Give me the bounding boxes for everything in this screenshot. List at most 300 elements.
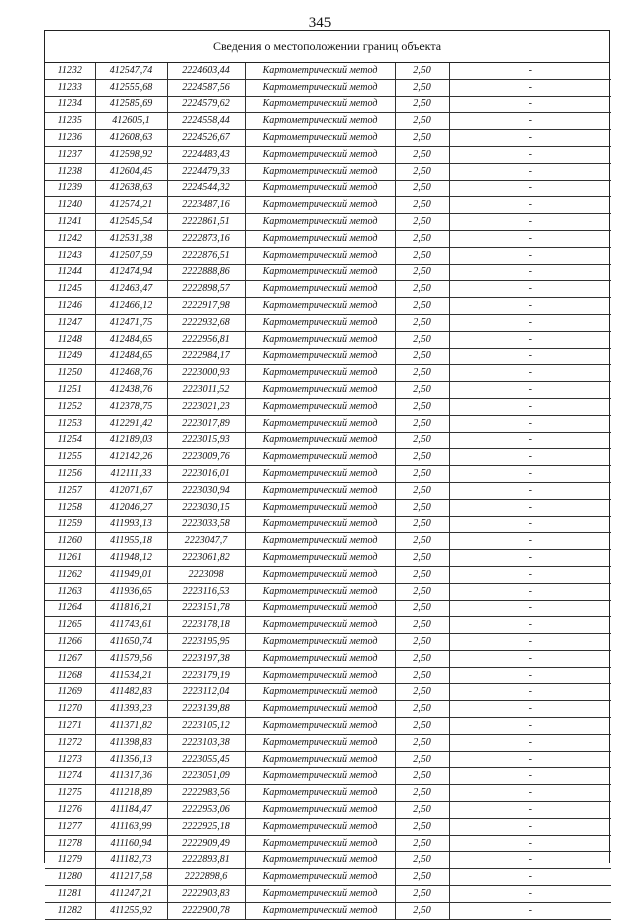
y-coordinate-cell: 2223017,89: [167, 415, 245, 432]
accuracy-cell: 2,50: [395, 79, 449, 96]
table-row: [45, 751, 611, 768]
table-row: [45, 146, 611, 163]
table-row: [45, 432, 611, 449]
accuracy-cell: 2,50: [395, 701, 449, 718]
y-coordinate-cell: 2222873,16: [167, 230, 245, 247]
point-number-cell: 11237: [45, 146, 95, 163]
y-coordinate-cell: 2224579,62: [167, 96, 245, 113]
point-number-cell: 11255: [45, 449, 95, 466]
y-coordinate-cell: 2223139,88: [167, 701, 245, 718]
method-cell: Картометрический метод: [245, 466, 395, 483]
accuracy-cell: 2,50: [395, 163, 449, 180]
x-coordinate-cell: 412474,94: [95, 264, 167, 281]
y-coordinate-cell: 2223016,01: [167, 466, 245, 483]
x-coordinate-cell: 411743,61: [95, 617, 167, 634]
y-coordinate-cell: 2223030,94: [167, 482, 245, 499]
x-coordinate-cell: 412585,69: [95, 96, 167, 113]
x-coordinate-cell: 412468,76: [95, 365, 167, 382]
x-coordinate-cell: 412507,59: [95, 247, 167, 264]
method-cell: Картометрический метод: [245, 718, 395, 735]
table-row: [45, 600, 611, 617]
y-coordinate-cell: 2222984,17: [167, 348, 245, 365]
y-coordinate-cell: 2223047,7: [167, 533, 245, 550]
point-number-cell: 11246: [45, 298, 95, 315]
y-coordinate-cell: 2223197,38: [167, 650, 245, 667]
x-coordinate-cell: 412189,03: [95, 432, 167, 449]
point-number-cell: 11256: [45, 466, 95, 483]
description-cell: -: [449, 634, 611, 651]
table-row: [45, 617, 611, 634]
description-cell: -: [449, 180, 611, 197]
accuracy-cell: 2,50: [395, 214, 449, 231]
coordinates-table-frame: [44, 30, 610, 916]
y-coordinate-cell: 2222898,57: [167, 281, 245, 298]
method-cell: Картометрический метод: [245, 902, 395, 919]
point-number-cell: 11263: [45, 583, 95, 600]
method-cell: Картометрический метод: [245, 415, 395, 432]
point-number-cell: 11240: [45, 197, 95, 214]
table-row: [45, 499, 611, 516]
x-coordinate-cell: 412438,76: [95, 382, 167, 399]
method-cell: Картометрический метод: [245, 550, 395, 567]
accuracy-cell: 2,50: [395, 634, 449, 651]
table-row: [45, 583, 611, 600]
point-number-cell: 11244: [45, 264, 95, 281]
description-cell: -: [449, 466, 611, 483]
table-row: [45, 482, 611, 499]
description-cell: -: [449, 382, 611, 399]
point-number-cell: 11236: [45, 130, 95, 147]
y-coordinate-cell: 2222925,18: [167, 818, 245, 835]
table-row: [45, 130, 611, 147]
x-coordinate-cell: 411949,01: [95, 566, 167, 583]
accuracy-cell: 2,50: [395, 365, 449, 382]
table-row: [45, 79, 611, 96]
x-coordinate-cell: 411650,74: [95, 634, 167, 651]
method-cell: Картометрический метод: [245, 314, 395, 331]
method-cell: Картометрический метод: [245, 499, 395, 516]
description-cell: -: [449, 566, 611, 583]
point-number-cell: 11242: [45, 230, 95, 247]
description-cell: -: [449, 365, 611, 382]
table-row: [45, 869, 611, 886]
y-coordinate-cell: 2222900,78: [167, 902, 245, 919]
description-cell: -: [449, 718, 611, 735]
description-cell: -: [449, 415, 611, 432]
table-row: [45, 314, 611, 331]
y-coordinate-cell: 2224544,32: [167, 180, 245, 197]
table-row: [45, 886, 611, 903]
accuracy-cell: 2,50: [395, 617, 449, 634]
x-coordinate-cell: 411482,83: [95, 684, 167, 701]
point-number-cell: 11238: [45, 163, 95, 180]
description-cell: -: [449, 768, 611, 785]
description-cell: -: [449, 214, 611, 231]
table-row: [45, 818, 611, 835]
description-cell: -: [449, 886, 611, 903]
table-row: [45, 163, 611, 180]
table-row: [45, 348, 611, 365]
x-coordinate-cell: 411534,21: [95, 667, 167, 684]
description-cell: -: [449, 617, 611, 634]
point-number-cell: 11249: [45, 348, 95, 365]
y-coordinate-cell: 2223103,38: [167, 734, 245, 751]
x-coordinate-cell: 412046,27: [95, 499, 167, 516]
table-row: [45, 768, 611, 785]
accuracy-cell: 2,50: [395, 734, 449, 751]
x-coordinate-cell: 412484,65: [95, 348, 167, 365]
x-coordinate-cell: 412638,63: [95, 180, 167, 197]
point-number-cell: 11268: [45, 667, 95, 684]
point-number-cell: 11257: [45, 482, 95, 499]
description-cell: -: [449, 331, 611, 348]
y-coordinate-cell: 2222917,98: [167, 298, 245, 315]
description-cell: -: [449, 902, 611, 919]
table-row: [45, 247, 611, 264]
method-cell: Картометрический метод: [245, 348, 395, 365]
method-cell: Картометрический метод: [245, 214, 395, 231]
description-cell: -: [449, 499, 611, 516]
description-cell: -: [449, 650, 611, 667]
table-row: [45, 650, 611, 667]
y-coordinate-cell: 2223178,18: [167, 617, 245, 634]
point-number-cell: 11272: [45, 734, 95, 751]
accuracy-cell: 2,50: [395, 516, 449, 533]
table-row: [45, 398, 611, 415]
description-cell: -: [449, 130, 611, 147]
description-cell: -: [449, 869, 611, 886]
accuracy-cell: 2,50: [395, 415, 449, 432]
table-row: [45, 466, 611, 483]
point-number-cell: 11233: [45, 79, 95, 96]
table-row: [45, 331, 611, 348]
x-coordinate-cell: 411936,65: [95, 583, 167, 600]
point-number-cell: 11247: [45, 314, 95, 331]
table-row: [45, 852, 611, 869]
table-row: [45, 415, 611, 432]
y-coordinate-cell: 2224526,67: [167, 130, 245, 147]
x-coordinate-cell: 412598,92: [95, 146, 167, 163]
description-cell: -: [449, 79, 611, 96]
x-coordinate-cell: 412531,38: [95, 230, 167, 247]
accuracy-cell: 2,50: [395, 281, 449, 298]
point-number-cell: 11235: [45, 113, 95, 130]
accuracy-cell: 2,50: [395, 818, 449, 835]
accuracy-cell: 2,50: [395, 466, 449, 483]
method-cell: Картометрический метод: [245, 852, 395, 869]
y-coordinate-cell: 2224558,44: [167, 113, 245, 130]
description-cell: -: [449, 818, 611, 835]
x-coordinate-cell: 412291,42: [95, 415, 167, 432]
y-coordinate-cell: 2224479,33: [167, 163, 245, 180]
table-row: [45, 550, 611, 567]
x-coordinate-cell: 412463,47: [95, 281, 167, 298]
point-number-cell: 11281: [45, 886, 95, 903]
x-coordinate-cell: 411160,94: [95, 835, 167, 852]
x-coordinate-cell: 411247,21: [95, 886, 167, 903]
description-cell: -: [449, 667, 611, 684]
accuracy-cell: 2,50: [395, 533, 449, 550]
method-cell: Картометрический метод: [245, 365, 395, 382]
accuracy-cell: 2,50: [395, 802, 449, 819]
description-cell: -: [449, 163, 611, 180]
method-cell: Картометрический метод: [245, 818, 395, 835]
point-number-cell: 11252: [45, 398, 95, 415]
table-row: [45, 365, 611, 382]
accuracy-cell: 2,50: [395, 432, 449, 449]
y-coordinate-cell: 2224587,56: [167, 79, 245, 96]
accuracy-cell: 2,50: [395, 314, 449, 331]
method-cell: Картометрический метод: [245, 701, 395, 718]
method-cell: Картометрический метод: [245, 650, 395, 667]
y-coordinate-cell: 2223061,82: [167, 550, 245, 567]
description-cell: -: [449, 314, 611, 331]
accuracy-cell: 2,50: [395, 718, 449, 735]
accuracy-cell: 2,50: [395, 130, 449, 147]
method-cell: Картометрический метод: [245, 449, 395, 466]
accuracy-cell: 2,50: [395, 785, 449, 802]
point-number-cell: 11253: [45, 415, 95, 432]
point-number-cell: 11277: [45, 818, 95, 835]
table-row: [45, 718, 611, 735]
point-number-cell: 11271: [45, 718, 95, 735]
point-number-cell: 11234: [45, 96, 95, 113]
method-cell: Картометрический метод: [245, 163, 395, 180]
page-number: 345: [308, 15, 332, 31]
accuracy-cell: 2,50: [395, 852, 449, 869]
y-coordinate-cell: 2223116,53: [167, 583, 245, 600]
accuracy-cell: 2,50: [395, 684, 449, 701]
x-coordinate-cell: 411255,92: [95, 902, 167, 919]
accuracy-cell: 2,50: [395, 382, 449, 399]
accuracy-cell: 2,50: [395, 667, 449, 684]
y-coordinate-cell: 2223009,76: [167, 449, 245, 466]
y-coordinate-cell: 2222876,51: [167, 247, 245, 264]
x-coordinate-cell: 412142,26: [95, 449, 167, 466]
y-coordinate-cell: 2222861,51: [167, 214, 245, 231]
method-cell: Картометрический метод: [245, 869, 395, 886]
method-cell: Картометрический метод: [245, 583, 395, 600]
x-coordinate-cell: 412071,67: [95, 482, 167, 499]
method-cell: Картометрический метод: [245, 835, 395, 852]
table-row: [45, 667, 611, 684]
method-cell: Картометрический метод: [245, 634, 395, 651]
point-number-cell: 11270: [45, 701, 95, 718]
x-coordinate-cell: 412471,75: [95, 314, 167, 331]
table-row: [45, 785, 611, 802]
point-number-cell: 11248: [45, 331, 95, 348]
x-coordinate-cell: 412555,68: [95, 79, 167, 96]
y-coordinate-cell: 2222983,56: [167, 785, 245, 802]
y-coordinate-cell: 2223055,45: [167, 751, 245, 768]
x-coordinate-cell: 411371,82: [95, 718, 167, 735]
y-coordinate-cell: 2222903,83: [167, 886, 245, 903]
method-cell: Картометрический метод: [245, 96, 395, 113]
y-coordinate-cell: 2223098: [167, 566, 245, 583]
description-cell: -: [449, 197, 611, 214]
point-number-cell: 11276: [45, 802, 95, 819]
table-row: [45, 802, 611, 819]
y-coordinate-cell: 2223033,58: [167, 516, 245, 533]
point-number-cell: 11254: [45, 432, 95, 449]
description-cell: -: [449, 550, 611, 567]
point-number-cell: 11278: [45, 835, 95, 852]
y-coordinate-cell: 2224483,43: [167, 146, 245, 163]
x-coordinate-cell: 411955,18: [95, 533, 167, 550]
point-number-cell: 11275: [45, 785, 95, 802]
point-number-cell: 11261: [45, 550, 95, 567]
accuracy-cell: 2,50: [395, 96, 449, 113]
y-coordinate-cell: 2222953,06: [167, 802, 245, 819]
point-number-cell: 11264: [45, 600, 95, 617]
method-cell: Картометрический метод: [245, 264, 395, 281]
y-coordinate-cell: 2223051,09: [167, 768, 245, 785]
accuracy-cell: 2,50: [395, 180, 449, 197]
y-coordinate-cell: 2223195,95: [167, 634, 245, 651]
accuracy-cell: 2,50: [395, 499, 449, 516]
point-number-cell: 11279: [45, 852, 95, 869]
accuracy-cell: 2,50: [395, 583, 449, 600]
accuracy-cell: 2,50: [395, 550, 449, 567]
table-row: [45, 63, 611, 79]
x-coordinate-cell: 412605,1: [95, 113, 167, 130]
accuracy-cell: 2,50: [395, 298, 449, 315]
method-cell: Картометрический метод: [245, 566, 395, 583]
point-number-cell: 11232: [45, 63, 95, 79]
y-coordinate-cell: 2222956,81: [167, 331, 245, 348]
y-coordinate-cell: 2223179,19: [167, 667, 245, 684]
point-number-cell: 11266: [45, 634, 95, 651]
y-coordinate-cell: 2223151,78: [167, 600, 245, 617]
accuracy-cell: 2,50: [395, 247, 449, 264]
description-cell: -: [449, 247, 611, 264]
method-cell: Картометрический метод: [245, 247, 395, 264]
point-number-cell: 11251: [45, 382, 95, 399]
description-cell: -: [449, 230, 611, 247]
table-row: [45, 281, 611, 298]
description-cell: -: [449, 482, 611, 499]
table-row: [45, 701, 611, 718]
description-cell: -: [449, 96, 611, 113]
y-coordinate-cell: 2222893,81: [167, 852, 245, 869]
table-row: [45, 298, 611, 315]
accuracy-cell: 2,50: [395, 650, 449, 667]
method-cell: Картометрический метод: [245, 63, 395, 79]
method-cell: Картометрический метод: [245, 398, 395, 415]
method-cell: Картометрический метод: [245, 734, 395, 751]
description-cell: -: [449, 600, 611, 617]
point-number-cell: 11269: [45, 684, 95, 701]
x-coordinate-cell: 411356,13: [95, 751, 167, 768]
x-coordinate-cell: 411816,21: [95, 600, 167, 617]
accuracy-cell: 2,50: [395, 768, 449, 785]
accuracy-cell: 2,50: [395, 751, 449, 768]
table-row: [45, 566, 611, 583]
x-coordinate-cell: 412466,12: [95, 298, 167, 315]
coordinates-table: [45, 63, 611, 920]
method-cell: Картометрический метод: [245, 79, 395, 96]
point-number-cell: 11241: [45, 214, 95, 231]
table-row: [45, 835, 611, 852]
point-number-cell: 11259: [45, 516, 95, 533]
accuracy-cell: 2,50: [395, 63, 449, 79]
x-coordinate-cell: 411317,36: [95, 768, 167, 785]
method-cell: Картометрический метод: [245, 482, 395, 499]
point-number-cell: 11258: [45, 499, 95, 516]
x-coordinate-cell: 412547,74: [95, 63, 167, 79]
x-coordinate-cell: 411993,13: [95, 516, 167, 533]
x-coordinate-cell: 411163,99: [95, 818, 167, 835]
point-number-cell: 11282: [45, 902, 95, 919]
accuracy-cell: 2,50: [395, 886, 449, 903]
x-coordinate-cell: 412574,21: [95, 197, 167, 214]
x-coordinate-cell: 412111,33: [95, 466, 167, 483]
table-row: [45, 230, 611, 247]
point-number-cell: 11265: [45, 617, 95, 634]
method-cell: Картометрический метод: [245, 281, 395, 298]
x-coordinate-cell: 412484,65: [95, 331, 167, 348]
table-row: [45, 214, 611, 231]
x-coordinate-cell: 411398,83: [95, 734, 167, 751]
x-coordinate-cell: 411393,23: [95, 701, 167, 718]
table-row: [45, 634, 611, 651]
x-coordinate-cell: 412604,45: [95, 163, 167, 180]
point-number-cell: 11250: [45, 365, 95, 382]
accuracy-cell: 2,50: [395, 566, 449, 583]
method-cell: Картометрический метод: [245, 617, 395, 634]
y-coordinate-cell: 2222898,6: [167, 869, 245, 886]
x-coordinate-cell: 412608,63: [95, 130, 167, 147]
accuracy-cell: 2,50: [395, 348, 449, 365]
x-coordinate-cell: 412378,75: [95, 398, 167, 415]
description-cell: -: [449, 63, 611, 79]
table-row: [45, 382, 611, 399]
y-coordinate-cell: 2223021,23: [167, 398, 245, 415]
description-cell: -: [449, 684, 611, 701]
description-cell: -: [449, 583, 611, 600]
method-cell: Картометрический метод: [245, 600, 395, 617]
table-row: [45, 533, 611, 550]
method-cell: Картометрический метод: [245, 667, 395, 684]
accuracy-cell: 2,50: [395, 146, 449, 163]
description-cell: -: [449, 432, 611, 449]
method-cell: Картометрический метод: [245, 533, 395, 550]
accuracy-cell: 2,50: [395, 197, 449, 214]
description-cell: -: [449, 785, 611, 802]
description-cell: -: [449, 348, 611, 365]
point-number-cell: 11245: [45, 281, 95, 298]
point-number-cell: 11243: [45, 247, 95, 264]
point-number-cell: 11273: [45, 751, 95, 768]
y-coordinate-cell: 2222909,49: [167, 835, 245, 852]
y-coordinate-cell: 2223487,16: [167, 197, 245, 214]
accuracy-cell: 2,50: [395, 113, 449, 130]
accuracy-cell: 2,50: [395, 600, 449, 617]
table-row: [45, 180, 611, 197]
method-cell: Картометрический метод: [245, 146, 395, 163]
y-coordinate-cell: 2223105,12: [167, 718, 245, 735]
method-cell: Картометрический метод: [245, 298, 395, 315]
description-cell: -: [449, 281, 611, 298]
accuracy-cell: 2,50: [395, 264, 449, 281]
table-row: [45, 734, 611, 751]
y-coordinate-cell: 2222932,68: [167, 314, 245, 331]
table-row: [45, 96, 611, 113]
table-row: [45, 264, 611, 281]
method-cell: Картометрический метод: [245, 432, 395, 449]
accuracy-cell: 2,50: [395, 482, 449, 499]
method-cell: Картометрический метод: [245, 802, 395, 819]
